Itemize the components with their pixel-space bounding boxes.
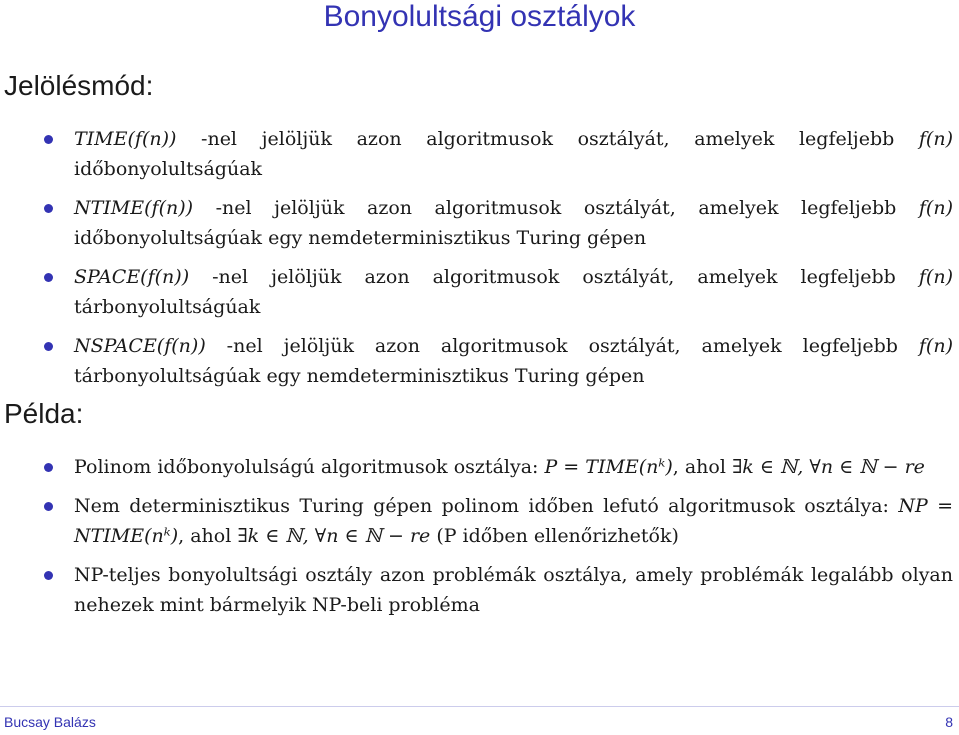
math-expression: TIME(f(n)) [74, 128, 177, 150]
math-expression: ∃k ∈ ℕ, ∀n ∈ ℕ − re [731, 456, 925, 478]
item-text: tárbonyolultságúak egy nemdeterminisztikus Turing gépen [74, 365, 645, 387]
item-text: (P időben ellenőrizhetők) [430, 525, 679, 547]
item-text: időbonyolultságúak [74, 158, 263, 180]
list-item [0, 331, 959, 391]
bullet-icon [44, 342, 53, 351]
list-item [0, 491, 959, 551]
page-number: 8 [945, 714, 953, 730]
item-text: -nel jelöljük azon algoritmusok osztályát, amelyek legfeljebb [193, 197, 919, 219]
math-expression: NSPACE(f(n)) [74, 335, 206, 357]
list-item [0, 262, 959, 322]
list-item [0, 452, 959, 482]
bullet-icon [44, 135, 53, 144]
item-text: , ahol [672, 456, 732, 478]
item-text: Nem determinisztikus Turing gépen polinom időben lefutó algoritmusok osztálya: [74, 495, 899, 517]
math-expression: f(n) [918, 266, 953, 288]
list-item [0, 124, 959, 184]
footer-author: Bucsay Balázs [4, 714, 96, 730]
slide-title: Bonyolultsági osztályok [323, 0, 636, 33]
math-expression: NP = NTIME(nᵏ) [74, 495, 954, 547]
item-text: Polinom időbonyolulságú algoritmusok osztálya: [74, 456, 545, 478]
footer-divider [0, 706, 959, 707]
item-text: -nel jelöljük azon algoritmusok osztályát, amelyek legfeljebb [205, 335, 919, 357]
item-text: tárbonyolultságúak [74, 296, 261, 318]
math-expression: SPACE(f(n)) [74, 266, 190, 288]
item-text: időbonyolultságúak egy nemdeterminisztikus Turing gépen [74, 227, 647, 249]
math-expression: P = TIME(nᵏ) [544, 456, 673, 478]
math-expression: NTIME(f(n)) [74, 197, 194, 219]
notation-list [0, 124, 959, 391]
math-expression: f(n) [918, 335, 953, 357]
bullet-icon [44, 463, 53, 472]
item-text: -nel jelöljük azon algoritmusok osztályát, amelyek legfeljebb [176, 128, 919, 150]
bullet-icon [44, 502, 53, 511]
example-heading: Példa: [4, 398, 84, 429]
math-expression: ∃k ∈ ℕ, ∀n ∈ ℕ − re [237, 525, 431, 547]
bullet-icon [44, 571, 53, 580]
list-item [0, 560, 959, 620]
math-expression: f(n) [918, 197, 953, 219]
math-expression: f(n) [918, 128, 953, 150]
list-item [0, 193, 959, 253]
bullet-icon [44, 204, 53, 213]
bullet-icon [44, 273, 53, 282]
item-text: , ahol [178, 525, 238, 547]
notation-heading: Jelölésmód: [4, 70, 154, 101]
item-text: NP-teljes bonyolultsági osztály azon problémák osztálya, amely problémák legalább olyan nehezek mint bármelyik NP-beli probléma [74, 564, 953, 616]
item-text: -nel jelöljük azon algoritmusok osztályát, amelyek legfeljebb [189, 266, 919, 288]
example-list [0, 452, 959, 620]
